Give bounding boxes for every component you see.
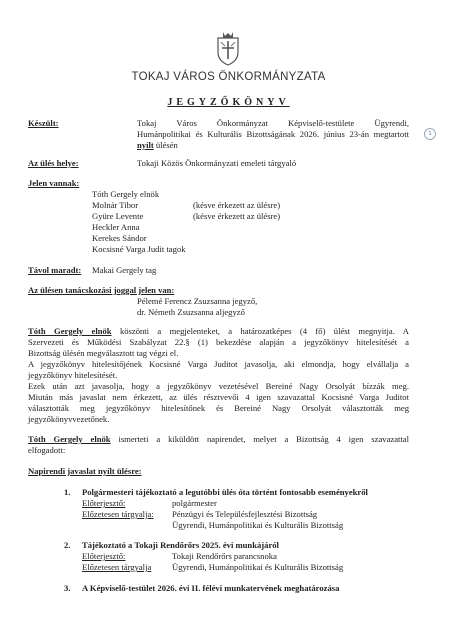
keszult-line-1: Tokaj Város Önkormányzat Képviselő-testülete Ügyrendi, <box>137 118 409 128</box>
agenda-row-value: Pénzügyi és Településfejlesztési Bizottság <box>172 509 318 519</box>
member-name: Gyüre Levente <box>92 211 144 221</box>
keszult-session-word: ülésén <box>155 140 178 150</box>
para1-line-5: jegyzőkönyv hitelesítését. <box>28 370 118 380</box>
member-name: Tóth Gergely elnök <box>92 189 160 199</box>
tanacskozasi-label: Az ülésen tanácskozási joggal jelen van: <box>28 285 175 295</box>
para1-speaker: Tóth Gergely elnök <box>28 326 112 336</box>
keszult-label: Készült: <box>28 118 59 128</box>
organization-name: TOKAJ VÁROS ÖNKORMÁNYZATA <box>131 71 326 83</box>
para1-line-7: Miután más javaslat nem érkezett, az ülés résztvevői 4 igen szavazattal Kocsisné Varga Juditot <box>28 392 409 402</box>
agenda-item-number: 3. <box>64 583 71 593</box>
agenda-row-value: Ügyrendi, Humánpolitikai és Kulturális Bizottság <box>172 520 344 530</box>
member-name: Kocsisné Varga Judit tagok <box>92 244 186 254</box>
agenda-row-key: Előterjesztő: <box>82 498 126 508</box>
keszult-open-session: nyílt <box>137 140 154 150</box>
agenda-item-number: 1. <box>64 487 71 497</box>
member-name: Kerekes Sándor <box>92 233 147 243</box>
coat-of-arms-icon <box>215 32 241 66</box>
hely-label: Az ülés helye: <box>28 158 79 168</box>
para1-line-1 <box>28 326 409 337</box>
agenda-item-title: Tájékoztató a Tokaji Rendőrőrs 2025. évi munkájáról <box>82 540 279 550</box>
para1-line-6: Ezek után azt javasolja, hogy a jegyzőkönyv vezetésével Bereiné Nagy Orsolyát bízzák meg. <box>28 381 409 391</box>
para2-line-1 <box>28 434 409 445</box>
napirend-label: Napirendi javaslat nyílt ülésre: <box>28 466 142 476</box>
keszult-line-2: Humánpolitikai és Kulturális Bizottságának 2026. június 23-án megtartott <box>137 129 409 139</box>
hely-value: Tokaji Közös Önkormányzati emeleti tárgyaló <box>137 158 297 168</box>
document-title: JEGYZŐKÖNYV <box>167 97 290 108</box>
member-note: (késve érkezett az ülésre) <box>193 211 281 221</box>
tanacskozasi-person: dr. Németh Zsuzsanna aljegyző <box>137 307 245 317</box>
page-marker: 1 <box>424 128 436 140</box>
agenda-row-value: Tokaji Rendőrőrs parancsnoka <box>172 551 277 561</box>
para2-text: ismerteti a kiküldött napirendet, melyet a Bizottság 4 igen szavazattal <box>118 434 410 444</box>
jelen-label: Jelen vannak: <box>28 178 80 188</box>
agenda-item-title: Polgármesteri tájékoztató a legutóbbi ülés óta történt fontosabb eseményekről <box>82 487 368 497</box>
agenda-item-title: A Képviselő-testület 2026. évi II. félévi munkatervének meghatározása <box>82 583 340 593</box>
agenda-row-key: Előzetesen tárgyalja: <box>82 509 154 519</box>
member-name: Molnár Tibor <box>92 200 139 210</box>
agenda-item-number: 2. <box>64 540 71 550</box>
member-note: (késve érkezett az ülésre) <box>193 200 281 210</box>
agenda-row-key: Előterjesztő: <box>82 551 126 561</box>
member-name: Heckler Anna <box>92 222 140 232</box>
para1-line-8: választották meg jegyzőkönyv hitelesítőnek és Bereiné Nagy Orsolyát választották meg <box>28 403 409 413</box>
para1-line-3: Bizottság ülésén megválasztott tag végzi el. <box>28 348 179 358</box>
agenda-row-value: polgármester <box>172 498 217 508</box>
agenda-row-value: Ügyrendi, Humánpolitikai és Kulturális Bizottság <box>172 562 344 572</box>
para1-line-9: jegyzőkönyvvezetőnek. <box>28 414 110 424</box>
tavol-value: Makai Gergely tag <box>92 265 157 275</box>
keszult-line-3 <box>137 140 178 151</box>
para2-speaker: Tóth Gergely elnök <box>28 434 111 444</box>
tanacskozasi-person: Pélemé Ferencz Zsuzsanna jegyző, <box>137 296 258 306</box>
para2-line-2: elfogadott: <box>28 445 66 455</box>
agenda-row-key: Előzetesen tárgyalja <box>82 562 152 572</box>
para1-line-4: A jegyzőkönyv hitelesítőjének Kocsisné Varga Juditot javasolja, aki elmondja, hogy elvállalja a <box>28 359 409 369</box>
tavol-label: Távol maradt: <box>28 265 82 275</box>
para1-line-2: Szervezeti és Működési Szabályzat 22.§ (1) bekezdése alapján a jegyzőkönyv hitelesítését a <box>28 337 409 347</box>
para1-text: köszönti a megjelenteket, a határozatképes (4 fő) ülést megnyitja. A <box>119 326 409 336</box>
